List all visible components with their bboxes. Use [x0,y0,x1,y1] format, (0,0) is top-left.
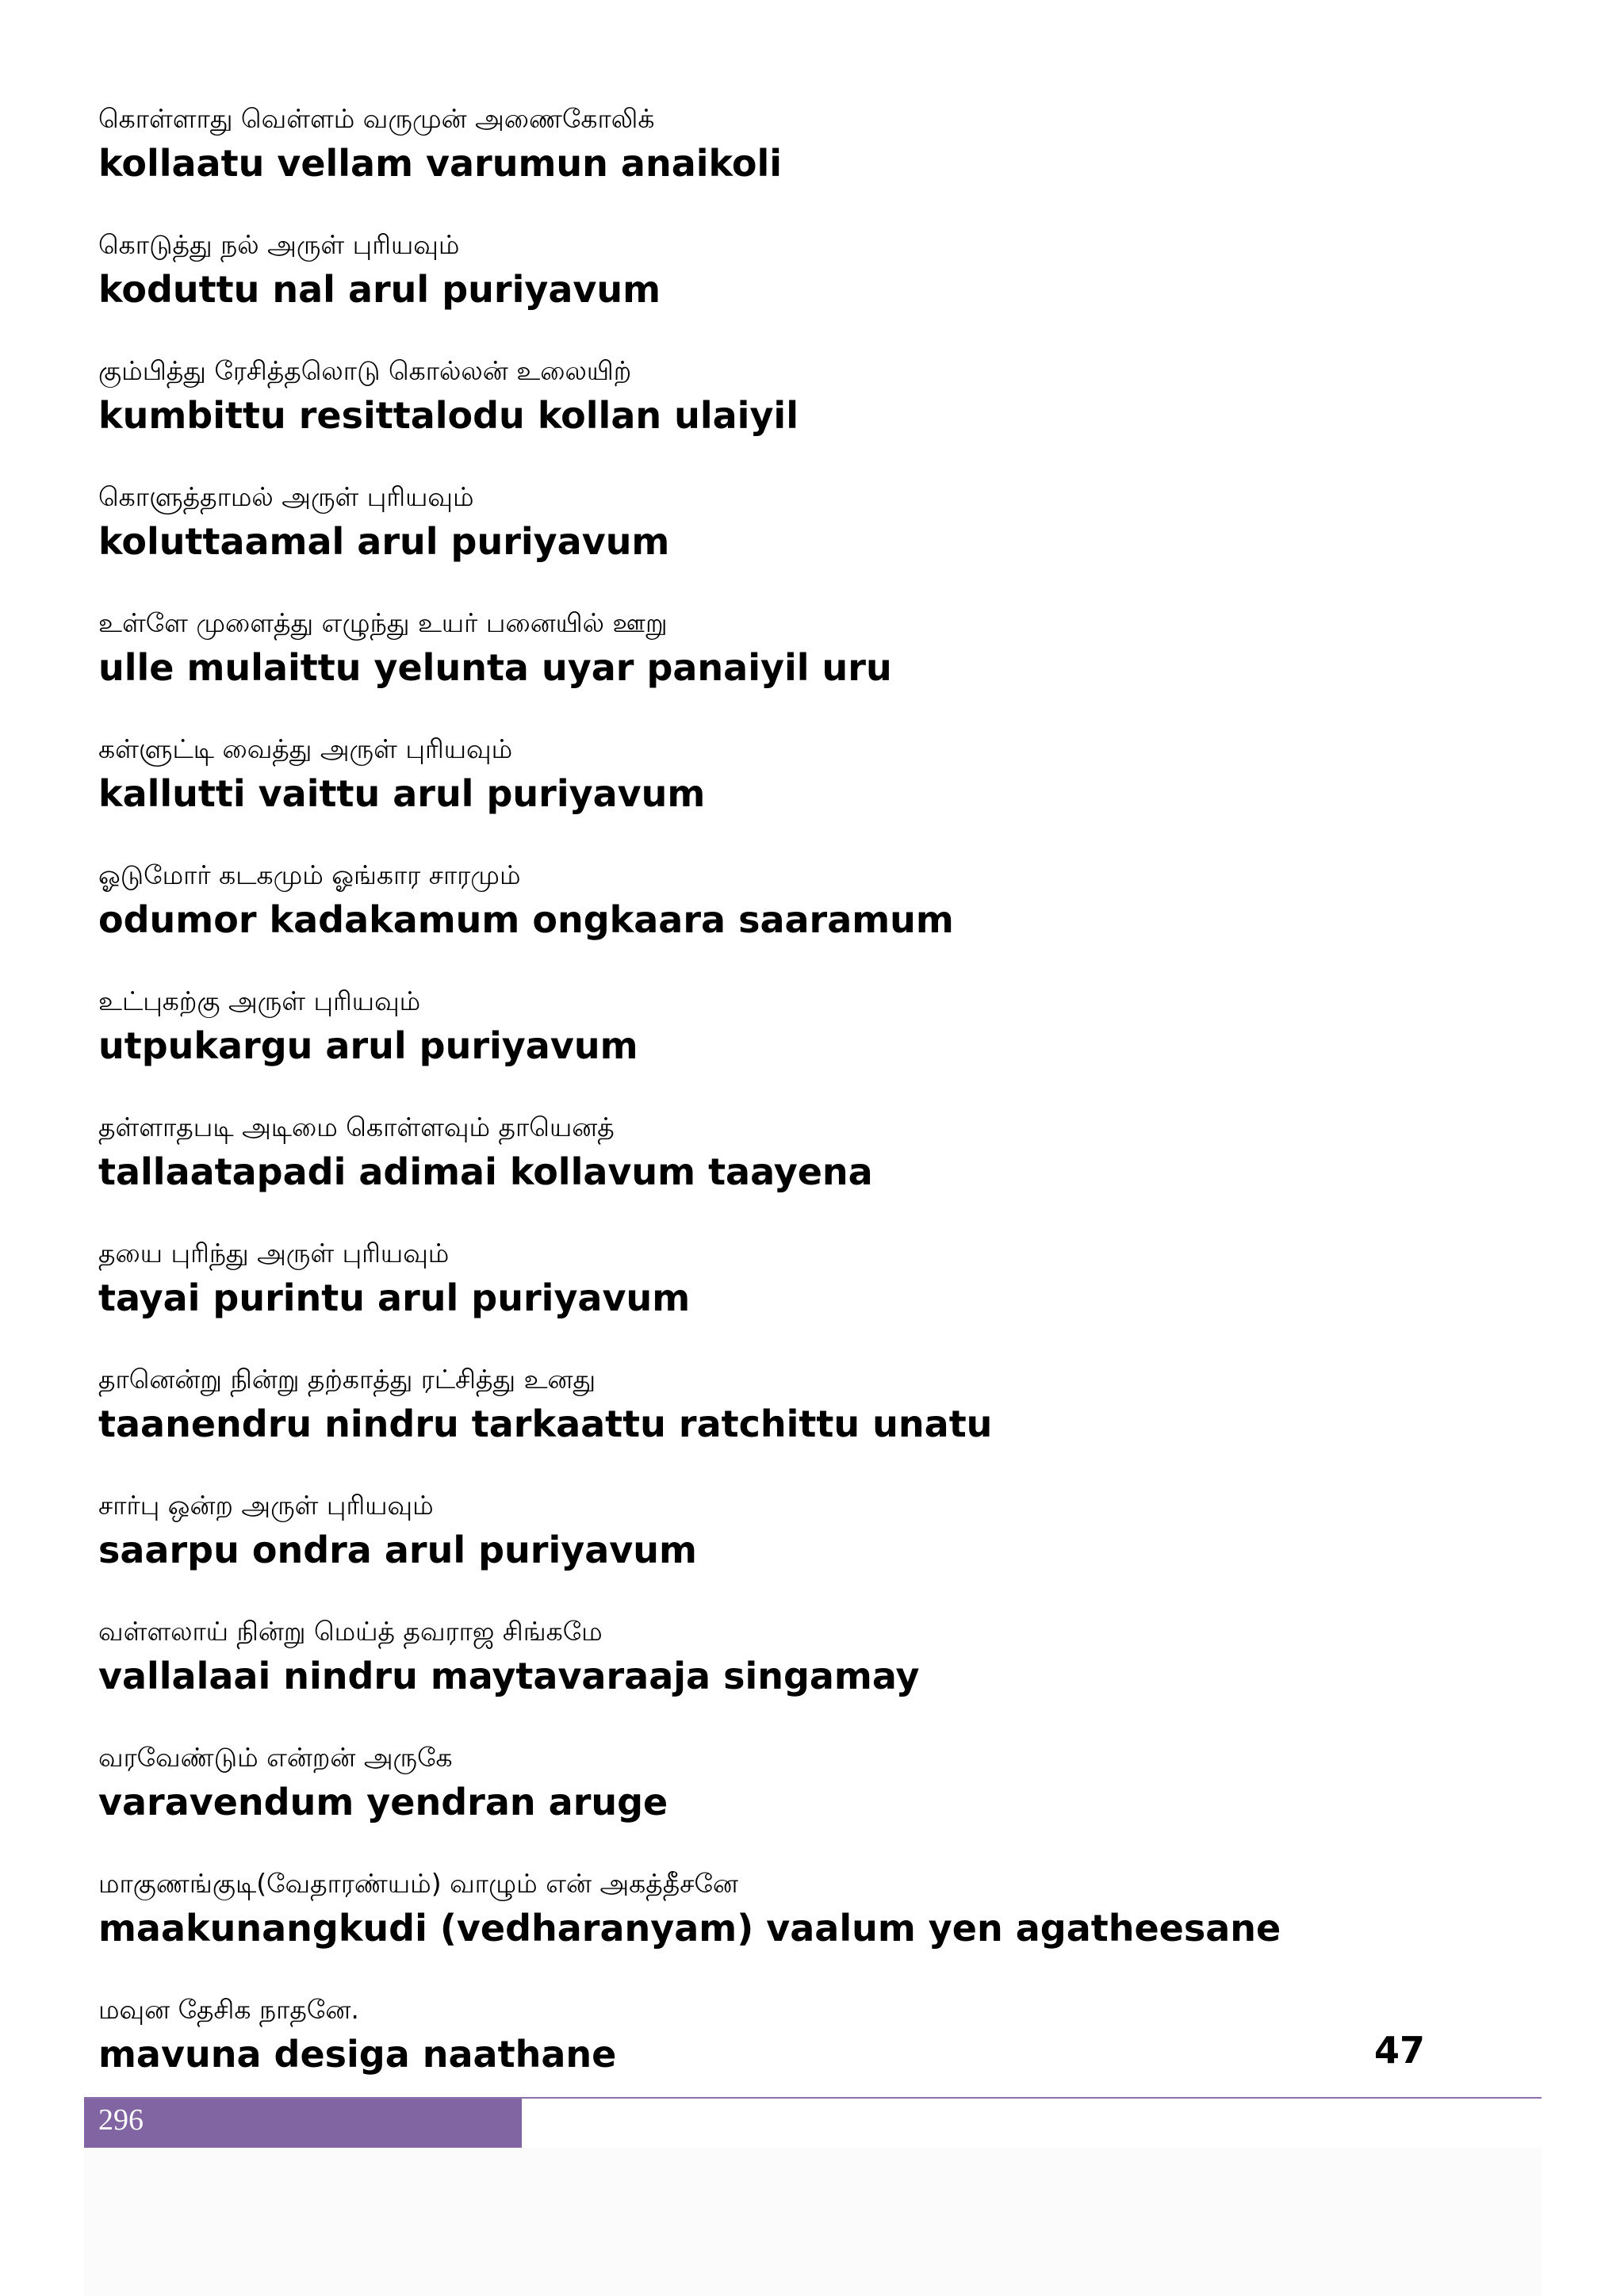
transliteration-line: varavendum yendran aruge [98,1781,668,1823]
transliteration-line: kumbittu resittalodu kollan ulaiyil [98,394,799,437]
verse-line-pair [98,480,1526,606]
verse-line-pair [98,858,1526,984]
transliteration-line: tayai purintu arul puriyavum [98,1276,691,1319]
tamil-line: உள்ளே முளைத்து எழுந்து உயர் பனையில் ஊறு [98,607,668,638]
verse-line-pair [98,101,1526,228]
transliteration-line: tallaatapadi adimai kollavum taayena [98,1150,873,1193]
tamil-line: கொடுத்து நல் அருள் புரியவும் [98,229,460,260]
tamil-line: சார்பு ஒன்ற அருள் புரியவும் [98,1490,434,1521]
transliteration-line: utpukargu arul puriyavum [98,1024,638,1067]
tamil-line: வரவேண்டும் என்றன் அருகே [98,1742,453,1773]
verse-line-pair [98,1866,1526,1992]
transliteration-line: taanendru nindru tarkaattu ratchittu unatu [98,1402,993,1445]
tamil-line: கொளுத்தாமல் அருள் புரியவும் [98,481,474,512]
verse-line-pair [98,228,1526,354]
verse-line-pair [98,1236,1526,1362]
verse-line-pair [98,1110,1526,1236]
transliteration-line: odumor kadakamum ongkaara saaramum [98,898,954,941]
transliteration-line: saarpu ondra arul puriyavum [98,1529,697,1571]
page-number-tab [84,2099,522,2148]
transliteration-line: koluttaamal arul puriyavum [98,520,670,563]
verse-number: 47 [1374,2029,1426,2072]
transliteration-line: kollaatu vellam varumun anaikoli [98,142,783,185]
transliteration-line: kallutti vaittu arul puriyavum [98,772,706,815]
page-number: 296 [98,2103,144,2137]
tamil-line: வள்ளலாய் நின்று மெய்த் தவராஜ சிங்கமே [98,1616,603,1647]
tamil-line: கும்பித்து ரேசித்தலொடு கொல்லன் உலையிற் [98,355,632,386]
transliteration-line: mavuna desiga naathane [98,2033,617,2076]
footer-background [84,2148,1542,2296]
verse-line-pair [98,984,1526,1110]
tamil-line: தள்ளாதபடி அடிமை கொள்ளவும் தாயெனத் [98,1112,615,1142]
tamil-line: கொள்ளாது வெள்ளம் வருமுன் அணைகோலிக் [98,103,655,134]
transliteration-line: ulle mulaittu yelunta uyar panaiyil uru [98,646,892,689]
verse-line-pair [98,354,1526,480]
tamil-line: மாகுணங்குடி(வேதாரண்யம்) வாழும் என் அகத்தீசனே [98,1868,738,1899]
tamil-line: உட்புகற்கு அருள் புரியவும் [98,985,421,1016]
verse-list [98,101,1526,2118]
verse-line-pair [98,606,1526,732]
verse-line-pair [98,1740,1526,1866]
verse-line-pair [98,1488,1526,1614]
tamil-line: தயை புரிந்து அருள் புரியவும் [98,1238,450,1269]
transliteration-line: vallalaai nindru maytavaraaja singamay [98,1655,920,1697]
verse-line-pair [98,732,1526,858]
tamil-line: கள்ளுட்டி வைத்து அருள் புரியவும் [98,733,513,764]
transliteration-line: maakunangkudi (vedharanyam) vaalum yen agatheesane [98,1907,1281,1950]
transliteration-line: koduttu nal arul puriyavum [98,268,661,311]
tamil-line: மவுன தேசிக நாதனே. [98,1994,359,2025]
tamil-line: தானென்று நின்று தற்காத்து ரட்சித்து உனது [98,1364,596,1395]
verse-line-pair [98,1362,1526,1488]
tamil-line: ஓடுமோர் கடகமும் ஓங்கார சாரமும் [98,859,521,890]
verse-line-pair [98,1614,1526,1740]
